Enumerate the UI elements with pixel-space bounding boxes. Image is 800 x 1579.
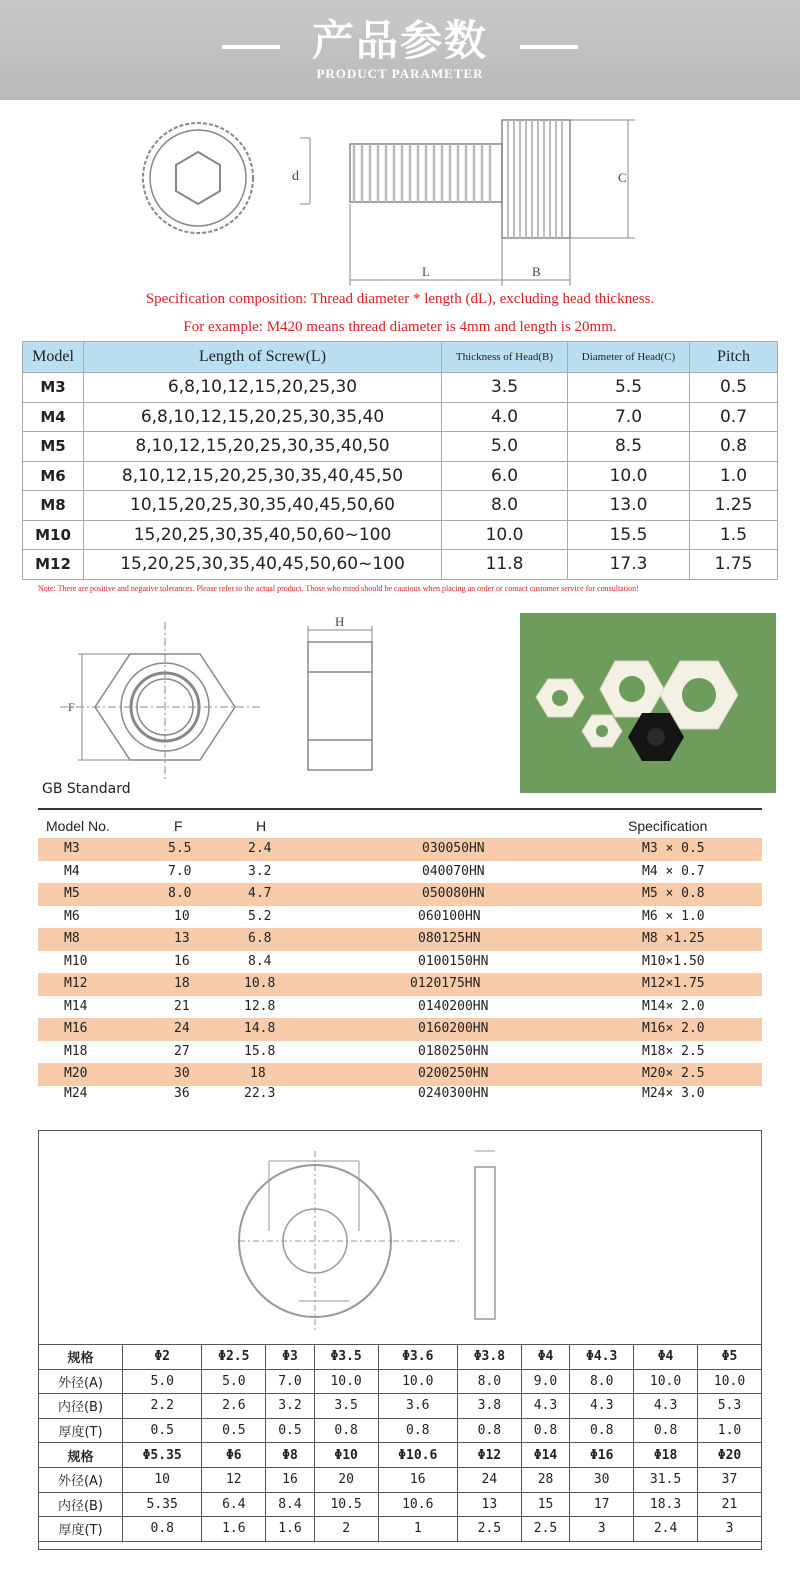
cell: 10.0	[378, 1369, 457, 1394]
cell: 6,8,10,12,15,20,25,30	[84, 373, 442, 403]
cell: 0.8	[690, 432, 778, 462]
row-label: 内径(B)	[39, 1492, 123, 1517]
cell: 16	[378, 1467, 457, 1492]
washer-diagram	[39, 1131, 761, 1343]
cell: 5.35	[123, 1492, 202, 1517]
cell: Φ10.6	[378, 1443, 457, 1468]
cell: M18× 2.5	[642, 1043, 705, 1059]
cell: 10.0	[442, 520, 568, 550]
cell: 10.0	[634, 1369, 698, 1394]
cell: M5 × 0.8	[642, 886, 705, 901]
cell: M10	[23, 520, 84, 550]
cell: 0.5	[266, 1418, 314, 1443]
nuts-photo	[520, 613, 776, 793]
cell: 0.8	[570, 1418, 634, 1443]
cell: 040070HN	[422, 863, 485, 879]
table-row	[38, 973, 762, 996]
header-banner	[0, 0, 800, 100]
cell: Φ20	[698, 1443, 762, 1468]
table-row	[23, 461, 778, 491]
cell: 4.3	[521, 1394, 569, 1419]
cell: 2.6	[202, 1394, 266, 1419]
cell: M16× 2.0	[642, 1021, 705, 1036]
row-label: 外径(A)	[39, 1467, 123, 1492]
cell: 14.8	[244, 1021, 276, 1036]
table-row	[39, 1492, 762, 1517]
cell: M8	[64, 931, 80, 946]
cell: Φ2.5	[202, 1345, 266, 1370]
cell: 30	[174, 1066, 190, 1081]
cell: 6.0	[442, 461, 568, 491]
cell: 0.5	[690, 373, 778, 403]
washer-spec-table	[38, 1344, 762, 1542]
cell: 21	[174, 998, 190, 1014]
nut-side-view	[308, 642, 372, 770]
nut-diagram	[60, 612, 400, 782]
cell: 8,10,12,15,20,25,30,35,40,50	[84, 432, 442, 462]
cell: M10	[64, 953, 88, 969]
cell: 21	[698, 1492, 762, 1517]
cell: 13	[174, 931, 190, 946]
cell: 1.75	[690, 550, 778, 580]
banner-line-right	[520, 45, 578, 49]
cell: 9.0	[521, 1369, 569, 1394]
cell: 24	[174, 1021, 190, 1036]
cell: 0.8	[314, 1418, 378, 1443]
cell: 12	[202, 1467, 266, 1492]
cell: 1	[378, 1517, 457, 1542]
cell: 2.5	[457, 1517, 521, 1542]
cell: Φ4	[521, 1345, 569, 1370]
table-row	[23, 520, 778, 550]
row-label: 厚度(T)	[39, 1418, 123, 1443]
cell: 5.5	[568, 373, 690, 403]
cell: 31.5	[634, 1467, 698, 1492]
table-row	[39, 1394, 762, 1419]
col-head-thickness: Thickness of Head(B)	[442, 342, 568, 373]
cell: M6	[64, 908, 80, 924]
cell: 18.3	[634, 1492, 698, 1517]
table-row	[23, 432, 778, 462]
cell: 11.8	[442, 550, 568, 580]
cell: 8,10,12,15,20,25,30,35,40,45,50	[84, 461, 442, 491]
cell: M10×1.50	[642, 953, 705, 969]
cell: Φ2	[123, 1345, 202, 1370]
label-c: C	[618, 170, 627, 185]
cell: M24× 3.0	[642, 1085, 705, 1101]
cell: 8.4	[266, 1492, 314, 1517]
table-header-row	[39, 1443, 762, 1468]
cell: M18	[64, 1043, 88, 1059]
cell: 8.5	[568, 432, 690, 462]
cell: M5	[23, 432, 84, 462]
cell: 8.0	[570, 1369, 634, 1394]
screw-head-front-view	[143, 123, 253, 233]
cell: M4	[23, 402, 84, 432]
table-row	[38, 928, 762, 951]
cell: M4	[64, 863, 80, 879]
cell: 7.0	[266, 1369, 314, 1394]
cell: 4.7	[248, 886, 272, 901]
nuts-photo-image	[520, 613, 776, 793]
cell: 6.4	[202, 1492, 266, 1517]
cell: 10.5	[314, 1492, 378, 1517]
cell: 0.5	[202, 1418, 266, 1443]
cell: 1.0	[698, 1418, 762, 1443]
cell: 17	[570, 1492, 634, 1517]
cell: 13.0	[568, 491, 690, 521]
cell: 030050HN	[422, 841, 485, 856]
cell: 10,15,20,25,30,35,40,45,50,60	[84, 491, 442, 521]
col-h: H	[256, 818, 267, 834]
label-b: B	[532, 264, 541, 279]
cell: 1.6	[266, 1517, 314, 1542]
screw-side-view	[300, 120, 635, 286]
label-d: d	[292, 169, 299, 184]
table-row	[38, 861, 762, 884]
cell: 060100HN	[418, 908, 481, 924]
col-model-no: Model No.	[46, 818, 110, 834]
cell: 8.0	[442, 491, 568, 521]
label-l: L	[422, 264, 430, 279]
cell: M24	[64, 1085, 88, 1101]
banner-title: 产品参数	[311, 16, 488, 65]
cell: M14× 2.0	[642, 998, 705, 1014]
table-header-row	[39, 1345, 762, 1370]
cell: 3	[570, 1517, 634, 1542]
cell: 8.0	[168, 886, 192, 901]
cell: 1.25	[690, 491, 778, 521]
cell: 1.5	[690, 520, 778, 550]
cell: 15,20,25,30,35,40,45,50,60~100	[84, 550, 442, 580]
col-pitch: Pitch	[690, 342, 778, 373]
cell: 5.0	[442, 432, 568, 462]
screw-diagram	[140, 108, 660, 288]
cell: 3.2	[266, 1394, 314, 1419]
cell: 36	[174, 1085, 190, 1101]
cell: 0.7	[690, 402, 778, 432]
table-row	[38, 906, 762, 929]
cell: Φ16	[570, 1443, 634, 1468]
tolerance-note: Note: There are positive and negative tolerances. Please refer to the actual product. Those who mind should be cautious when placing an order or contact customer service for consultation!	[38, 584, 639, 593]
banner-subtitle: PRODUCT PARAMETER	[316, 66, 484, 81]
cell: M20× 2.5	[642, 1066, 705, 1081]
cell: 050080HN	[422, 886, 485, 901]
cell: 3.2	[248, 863, 272, 879]
cell: Φ3.6	[378, 1345, 457, 1370]
col-model: Model	[23, 342, 84, 373]
cell: Φ5.35	[123, 1443, 202, 1468]
cell: 15.8	[244, 1043, 276, 1059]
cell: 2.4	[634, 1517, 698, 1542]
cell: 22.3	[244, 1085, 276, 1101]
cell: 13	[457, 1492, 521, 1517]
cell: 10.6	[378, 1492, 457, 1517]
table-row	[38, 838, 762, 861]
table-row	[23, 402, 778, 432]
table-row	[23, 491, 778, 521]
row-label: 规格	[39, 1345, 123, 1370]
cell: 8.4	[248, 953, 272, 969]
cell: Φ18	[634, 1443, 698, 1468]
cell: M12	[64, 976, 88, 991]
cell: 0180250HN	[418, 1043, 489, 1059]
cell: 7.0	[568, 402, 690, 432]
cell: 0200250HN	[418, 1066, 489, 1081]
cell: 1.6	[202, 1517, 266, 1542]
cell: 2	[314, 1517, 378, 1542]
cell: 16	[174, 953, 190, 969]
cell: 10	[174, 908, 190, 924]
table-row	[39, 1517, 762, 1542]
cell: 17.3	[568, 550, 690, 580]
cell: Φ3.8	[457, 1345, 521, 1370]
cell: 7.0	[168, 863, 192, 879]
cell: M8 ×1.25	[642, 931, 705, 946]
cell: 4.3	[570, 1394, 634, 1419]
cell: Φ6	[202, 1443, 266, 1468]
row-label: 规格	[39, 1443, 123, 1468]
cell: M3 × 0.5	[642, 841, 705, 856]
cell: Φ4	[634, 1345, 698, 1370]
cell: 8.0	[457, 1369, 521, 1394]
cell: 1.0	[690, 461, 778, 491]
cell: 080125HN	[418, 931, 481, 946]
table-row	[38, 883, 762, 906]
cell: 16	[266, 1467, 314, 1492]
table-row	[23, 550, 778, 580]
cell: 0.8	[634, 1418, 698, 1443]
cell: M12×1.75	[642, 976, 705, 991]
cell: M14	[64, 998, 88, 1014]
cell: 0140200HN	[418, 998, 489, 1014]
cell: 24	[457, 1467, 521, 1492]
cell: 15,20,25,30,35,40,50,60~100	[84, 520, 442, 550]
cell: 15.5	[568, 520, 690, 550]
cell: Φ5	[698, 1345, 762, 1370]
table-header-row	[23, 342, 778, 373]
table-row	[38, 951, 762, 974]
col-specification: Specification	[628, 818, 708, 834]
nut-spec-table	[38, 808, 762, 1104]
cell: 3.5	[314, 1394, 378, 1419]
cell: Φ12	[457, 1443, 521, 1468]
cell: 28	[521, 1467, 569, 1492]
cell: 0120175HN	[410, 976, 481, 991]
cell: M6 × 1.0	[642, 908, 705, 924]
cell: 6,8,10,12,15,20,25,30,35,40	[84, 402, 442, 432]
table-row	[23, 373, 778, 403]
col-head-diameter: Diameter of Head(C)	[568, 342, 690, 373]
gb-standard-label: GB Standard	[42, 781, 131, 797]
table-header-row	[38, 810, 762, 838]
cell: 0.8	[521, 1418, 569, 1443]
cell: 0.5	[123, 1418, 202, 1443]
cell: 2.5	[521, 1517, 569, 1542]
cell: 0.8	[378, 1418, 457, 1443]
table-row	[39, 1369, 762, 1394]
cell: M12	[23, 550, 84, 580]
spec-line-2: For example: M420 means thread diameter is 4mm and length is 20mm.	[183, 319, 617, 335]
cell: 10.0	[568, 461, 690, 491]
cell: M16	[64, 1021, 88, 1036]
cell: 2.4	[248, 841, 272, 856]
cell: 0.8	[457, 1418, 521, 1443]
cell: 10	[123, 1467, 202, 1492]
cell: 20	[314, 1467, 378, 1492]
cell: Φ3.5	[314, 1345, 378, 1370]
cell: 5.0	[123, 1369, 202, 1394]
cell: 3.8	[457, 1394, 521, 1419]
cell: 5.3	[698, 1394, 762, 1419]
cell: 4.0	[442, 402, 568, 432]
row-label: 外径(A)	[39, 1369, 123, 1394]
table-row	[38, 1063, 762, 1086]
label-f: F	[68, 700, 75, 714]
cell: 10.8	[244, 976, 276, 991]
cell: 3	[698, 1517, 762, 1542]
cell: 0.8	[123, 1517, 202, 1542]
col-f: F	[174, 818, 183, 834]
cell: 0100150HN	[418, 953, 489, 969]
cell: Φ10	[314, 1443, 378, 1468]
cell: M3	[64, 841, 80, 856]
cell: Φ3	[266, 1345, 314, 1370]
cell: 0160200HN	[418, 1021, 489, 1036]
cell: 5.5	[168, 841, 192, 856]
row-label: 厚度(T)	[39, 1517, 123, 1542]
table-row	[38, 1041, 762, 1064]
cell: M20	[64, 1066, 88, 1081]
table-row	[38, 1018, 762, 1041]
table-row	[39, 1418, 762, 1443]
cell: 37	[698, 1467, 762, 1492]
row-label: 内径(B)	[39, 1394, 123, 1419]
cell: 5.0	[202, 1369, 266, 1394]
cell: 0240300HN	[418, 1085, 489, 1101]
table-row	[38, 996, 762, 1019]
cell: 10.0	[314, 1369, 378, 1394]
cell: 15	[521, 1492, 569, 1517]
spec-line-1: Specification composition: Thread diameter * length (dL), excluding head thickness.	[145, 291, 655, 307]
col-length: Length of Screw(L)	[84, 342, 442, 373]
screw-spec-table	[22, 341, 778, 580]
cell: Φ4.3	[570, 1345, 634, 1370]
cell: Φ14	[521, 1443, 569, 1468]
cell: 2.2	[123, 1394, 202, 1419]
cell: M4 × 0.7	[642, 863, 705, 879]
table-row	[39, 1467, 762, 1492]
cell: M8	[23, 491, 84, 521]
cell: 18	[250, 1066, 266, 1081]
cell: M3	[23, 373, 84, 403]
cell: 5.2	[248, 908, 272, 924]
cell: 27	[174, 1043, 190, 1059]
cell: 6.8	[248, 931, 272, 946]
cell: 4.3	[634, 1394, 698, 1419]
label-h: H	[335, 614, 345, 629]
cell: M6	[23, 461, 84, 491]
cell: 10.0	[698, 1369, 762, 1394]
cell: 12.8	[244, 998, 276, 1014]
cell: 18	[174, 976, 190, 991]
cell: 30	[570, 1467, 634, 1492]
cell: 3.6	[378, 1394, 457, 1419]
table-row	[38, 1086, 762, 1104]
cell: Φ8	[266, 1443, 314, 1468]
cell: M5	[64, 886, 80, 901]
cell: 3.5	[442, 373, 568, 403]
